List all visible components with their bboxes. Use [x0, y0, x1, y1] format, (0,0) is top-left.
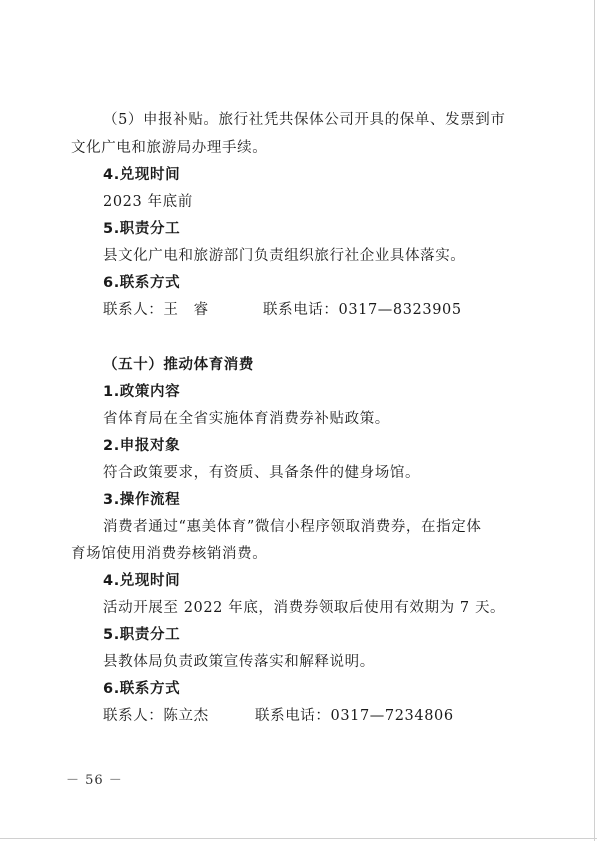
- heading-application-target: 2.申报对象: [103, 438, 181, 454]
- duty-division-text-2: 县教体局负责政策宣传落实和解释说明。: [103, 654, 375, 670]
- page-number: － 56 －: [66, 773, 123, 788]
- heading-fulfillment-time: 4.兑现时间: [103, 167, 181, 183]
- contact-person-2: 联系人：陈立杰: [103, 708, 209, 724]
- heading-contact: 6.联系方式: [103, 275, 181, 291]
- policy-content-text: 省体育局在全省实施体育消费券补贴政策。: [103, 411, 390, 427]
- operation-process-line1: 消费者通过“惠美体育”微信小程序领取消费券，在指定体: [103, 519, 482, 535]
- page-edge-bottom: [0, 838, 597, 839]
- fulfillment-time-text: 2023 年底前: [103, 194, 193, 210]
- contact-phone-2: 联系电话：0317—7234806: [255, 708, 454, 724]
- section-title: （五十）推动体育消费: [103, 357, 254, 373]
- heading-contact-2: 6.联系方式: [103, 681, 181, 697]
- fulfillment-time-text-2: 活动开展至 2022 年底，消费券领取后使用有效期为 7 天。: [103, 600, 506, 616]
- heading-policy-content: 1.政策内容: [103, 384, 181, 400]
- heading-duty-division-2: 5.职责分工: [103, 627, 181, 643]
- heading-fulfillment-time-2: 4.兑现时间: [103, 573, 181, 589]
- duty-division-text: 县文化广电和旅游部门负责组织旅行社企业具体落实。: [103, 248, 466, 264]
- step5-line1: （5）申报补贴。旅行社凭共保体公司开具的保单、发票到市: [103, 112, 506, 128]
- heading-operation-process: 3.操作流程: [103, 492, 181, 508]
- heading-duty-division: 5.职责分工: [103, 221, 181, 237]
- contact-person: 联系人：王 睿: [103, 302, 209, 318]
- page-edge-right: [594, 0, 595, 841]
- application-target-text: 符合政策要求，有资质、具备条件的健身场馆。: [103, 465, 421, 481]
- operation-process-line2: 育场馆使用消费券核销消费。: [71, 546, 268, 562]
- contact-phone: 联系电话：0317—8323905: [263, 302, 462, 318]
- step5-line2: 文化广电和旅游局办理手续。: [71, 140, 268, 156]
